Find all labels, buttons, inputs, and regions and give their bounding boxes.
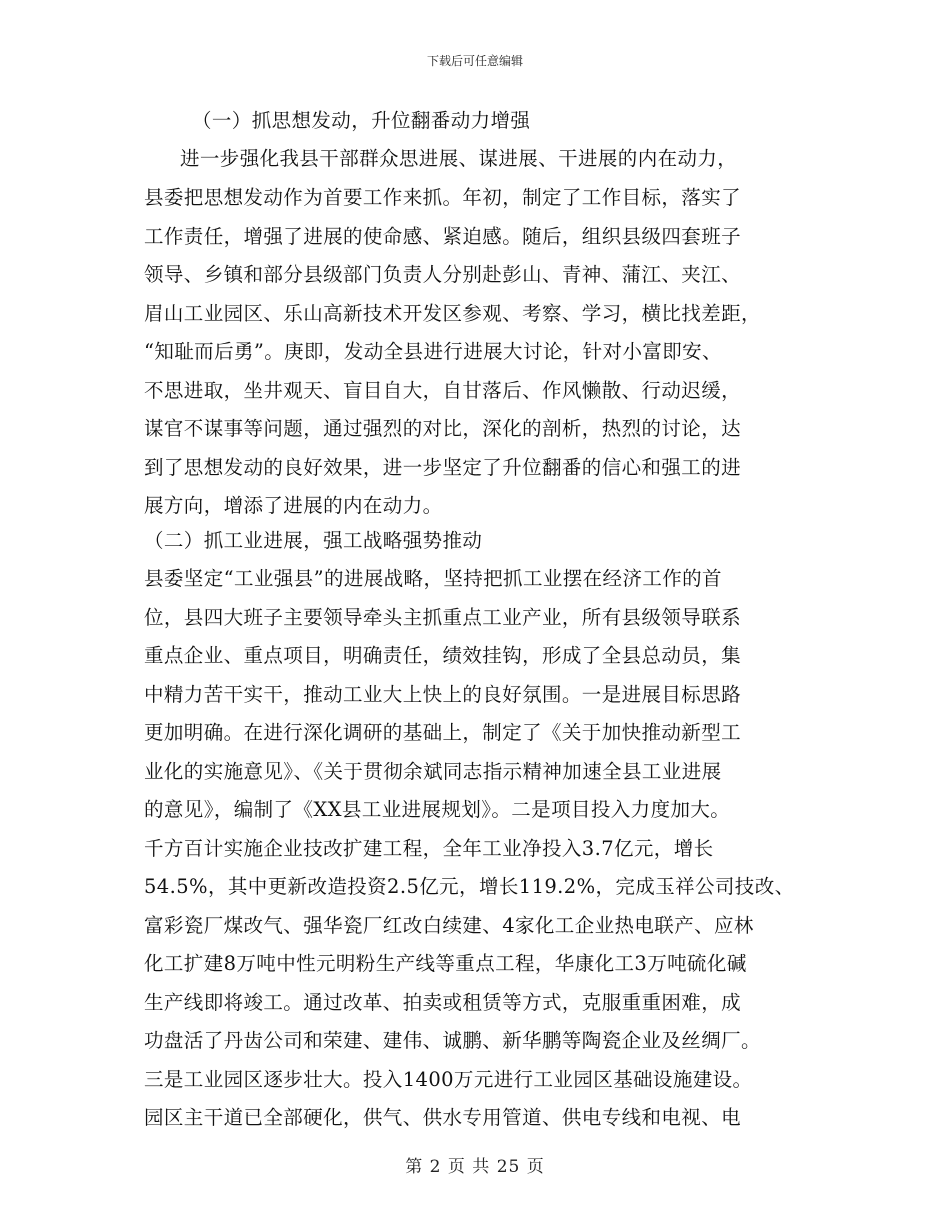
paragraph-line: 领导、乡镇和部分县级部门负责人分别赴彭山、青神、蒲江、夹江、 [144,263,742,286]
paragraph-line: 生产线即将竣工。通过改革、拍卖或租赁等方式，克服重重困难，成 [144,991,742,1014]
paragraph-line: 三是工业园区逐步壮大。投入1400万元进行工业园区基础设施建设。 [144,1068,753,1091]
paragraph-line: 展方向，增添了进展的内在动力。 [144,494,443,517]
paragraph-line: 眉山工业园区、乐山高新技术开发区参观、考察、学习，横比找差距， [144,302,761,325]
paragraph-line: 化工扩建8万吨中性元明粉生产线等重点工程，华康化工3万吨硫化碱 [144,952,747,975]
paragraph-line: 更加明确。在进行深化调研的基础上，制定了《关于加快推动新型工 [144,721,742,744]
section-heading-1: （一）抓思想发动，升位翻番动力增强 [192,109,531,132]
page-header-note: 下载后可任意编辑 [426,54,523,68]
paragraph-line: 不思进取，坐井观天、盲目自大，自甘落后、作风懒散、行动迟缓， [144,379,742,402]
paragraph-line: 富彩瓷厂煤改气、强华瓷厂红改白续建、4家化工企业热电联产、应林 [144,914,754,937]
page-number-footer: 第 2 页 共 25 页 [405,1157,545,1177]
paragraph-line: “知耻而后勇”。庚即，发动全县进行进展大讨论，针对小富即安、 [144,340,722,363]
paragraph-line: 到了思想发动的良好效果，进一步坚定了升位翻番的信心和强工的进 [144,456,742,479]
paragraph-line: 业化的实施意见》、《关于贯彻余斌同志指示精神加速全县工业进展 [144,760,722,783]
paragraph-line: 千方百计实施企业技改扩建工程，全年工业净投入3.7亿元，增长 [144,837,714,860]
paragraph-line: 重点企业、重点项目，明确责任，绩效挂钩，形成了全县总动员，集 [144,644,742,667]
paragraph-line: 的意见》，编制了《XX县工业进展规划》。二是项目投入力度加大。 [144,798,731,821]
paragraph-line: 功盘活了丹齿公司和荣建、建伟、诚鹏、新华鹏等陶瓷企业及丝绸厂。 [144,1029,761,1052]
paragraph-line: 中精力苦干实干，推动工业大上快上的良好氛围。一是进展目标思路 [144,683,742,706]
paragraph-line: 园区主干道已全部硬化，供气、供水专用管道、供电专线和电视、电 [144,1106,742,1129]
paragraph-line: 谋官不谋事等问题，通过强烈的对比，深化的剖析，热烈的讨论，达 [144,417,742,440]
paragraph-line: 县委坚定“工业强县”的进展战略，坚持把抓工业摆在经济工作的首 [144,567,722,590]
section-heading-2: （二）抓工业进展，强工战略强势推动 [144,529,483,552]
paragraph-line: 位，县四大班子主要领导牵头主抓重点工业产业，所有县级领导联系 [144,606,742,629]
paragraph-line: 54.5%，其中更新改造投资2.5亿元，增长119.2%，完成玉祥公司技改、 [144,875,795,898]
paragraph-line: 县委把思想发动作为首要工作来抓。年初，制定了工作目标，落实了 [144,186,742,209]
paragraph-line: 进一步强化我县干部群众思进展、谋进展、干进展的内在动力， [180,147,738,170]
paragraph-line: 工作责任，增强了进展的使命感、紧迫感。随后，组织县级四套班子 [144,225,742,248]
